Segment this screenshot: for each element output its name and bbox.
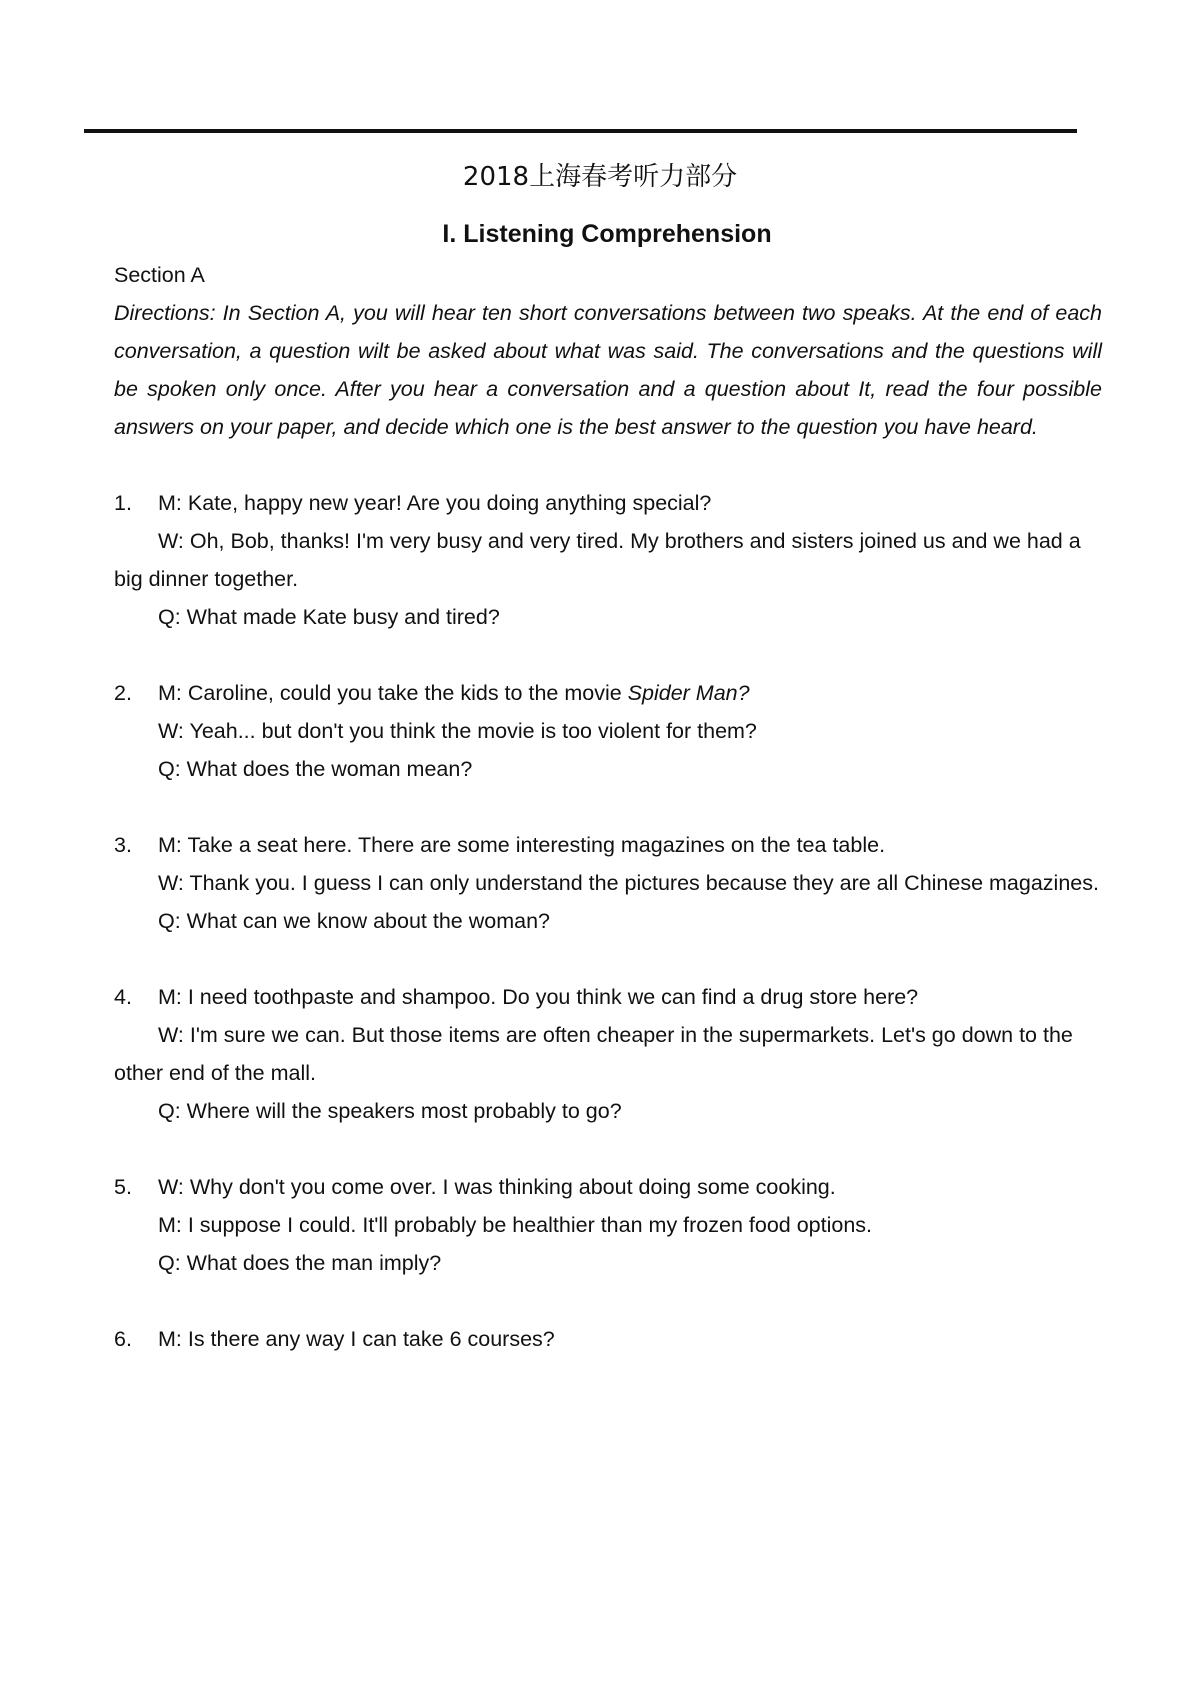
conversation-1 — [114, 484, 1102, 636]
speaker-line: M: Is there any way I can take 6 courses? — [158, 1327, 555, 1351]
response-line: W: Oh, Bob, thanks! I'm very busy and very tired. My brothers and sisters joined us and we had a big dinner together. — [114, 529, 1081, 591]
document-body — [114, 256, 1102, 1358]
item-number: 4. — [114, 985, 132, 1009]
conversation-3 — [114, 826, 1102, 940]
conversation-4 — [114, 978, 1102, 1130]
item-number: 5. — [114, 1175, 132, 1199]
speaker-line: M: Take a seat here. There are some interesting magazines on the tea table. — [158, 833, 886, 857]
conversation-first-line — [114, 826, 1102, 864]
question-line: Q: What made Kate busy and tired? — [158, 605, 500, 629]
conversation-6 — [114, 1320, 1102, 1358]
conversation-first-line — [114, 674, 1102, 712]
response-line: W: Thank you. I guess I can only understand the pictures because they are all Chinese magazines. — [158, 871, 1099, 895]
question-line: Q: Where will the speakers most probably to go? — [158, 1099, 622, 1123]
question-line: Q: What does the woman mean? — [158, 757, 473, 781]
item-number: 1. — [114, 491, 132, 515]
speaker-line: M: I need toothpaste and shampoo. Do you think we can find a drug store here? — [158, 985, 919, 1009]
section-label: Section A — [114, 263, 205, 287]
response-line: M: I suppose I could. It'll probably be healthier than my frozen food options. — [158, 1213, 873, 1237]
directions-paragraph: Directions: In Section A, you will hear ten short conversations between two speaks. At the end of each conversation, a question wilt be asked about what was said. The conversations and the questions will be spoken only once. After you hear a conversation and a question about It, read the four possible answers on your paper, and decide which one is the best answer to the question you have heard. — [114, 301, 1102, 439]
response-line: W: Yeah... but don't you think the movie is too violent for them? — [158, 719, 757, 743]
conversation-first-line — [114, 484, 1102, 522]
movie-title: Spider Man? — [627, 681, 750, 705]
header-rule — [84, 129, 1077, 133]
page-title: 2018上海春考听力部分 — [462, 162, 738, 192]
item-number: 2. — [114, 681, 132, 705]
speaker-line-text: M: Caroline, could you take the kids to the movie — [158, 681, 628, 705]
response-line: W: I'm sure we can. But those items are often cheaper in the supermarkets. Let's go down to the other end of the mall. — [114, 1023, 1073, 1085]
conversation-2 — [114, 674, 1102, 788]
question-line: Q: What does the man imply? — [158, 1251, 442, 1275]
speaker-line: W: Why don't you come over. I was thinking about doing some cooking. — [158, 1175, 836, 1199]
conversation-5 — [114, 1168, 1102, 1282]
conversation-first-line — [114, 1320, 1102, 1358]
speaker-line — [158, 674, 750, 712]
speaker-line: M: Kate, happy new year! Are you doing anything special? — [158, 491, 712, 515]
conversation-first-line — [114, 1168, 1102, 1206]
conversation-first-line — [114, 978, 1102, 1016]
item-number: 3. — [114, 833, 132, 857]
item-number: 6. — [114, 1327, 132, 1351]
section-heading: I. Listening Comprehension — [442, 220, 772, 248]
question-line: Q: What can we know about the woman? — [158, 909, 550, 933]
